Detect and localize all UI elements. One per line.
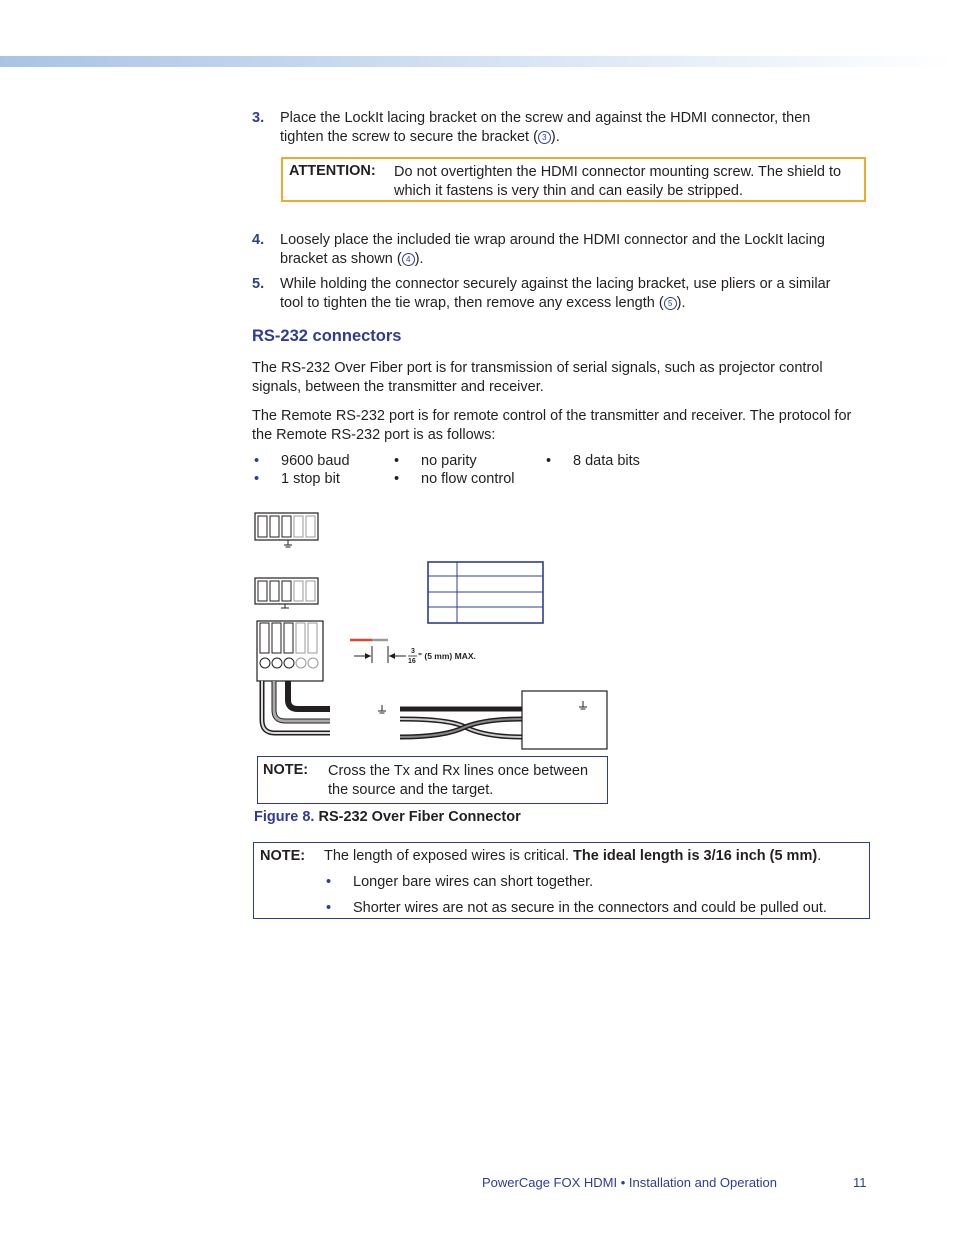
wire-length-note [253,842,870,919]
figure-note [257,756,608,804]
step-number: 4. [252,232,265,248]
header-gradient-bar [0,56,954,67]
dimension-fraction-num: 3 [411,648,415,655]
strip-length-dimension [350,640,476,665]
section-heading: RS-232 connectors [252,327,402,345]
captive-screw-plug-icon [257,621,323,681]
attention-text: Do not overtighten the HDMI connector mounting screw. The shield to which it fastens is very thin and can easily be stripped. [394,164,842,199]
note-text: Cross the Tx and Rx lines once between the source and the target. [328,763,589,798]
callout-circle-icon: 3 [538,131,551,144]
attention-box [281,157,866,202]
step-text: Place the LockIt lacing bracket on the screw and against the HDMI connector, then tighten the screw to secure the bracket ( 3 ). [280,110,811,145]
page-number: 11 [853,1175,867,1190]
callout-circle-icon: 5 [664,297,677,310]
dimension-text: " (5 mm) MAX. [418,651,476,661]
callout-circle-icon: 4 [402,253,415,266]
attention-label: ATTENTION: [289,163,376,179]
cable-to-target [378,705,522,737]
step-number: 3. [252,110,265,126]
step-number: 5. [252,276,265,292]
footer-title: PowerCage FOX HDMI • Installation and Operation [482,1175,778,1190]
target-device-box [522,691,607,749]
step-text: Loosely place the included tie wrap around the HDMI connector and the LockIt lacing bracket as shown ( 4 ). [280,232,825,267]
note-text: The length of exposed wires is critical. The ideal length is 3/16 inch (5 mm). [324,848,822,864]
paragraph: The Remote RS-232 port is for remote control of the transmitter and receiver. The protocol for the Remote RS-232 port is as follows: [252,408,852,443]
note-label: NOTE: [260,848,306,864]
connector-top-icon [255,513,318,547]
connector-remote-icon [255,578,318,608]
dimension-fraction-den: 16 [408,658,416,665]
pin-table [428,562,543,623]
note-bullet: • Shorter wires are not as secure in the connectors and could be pulled out. [326,900,827,916]
note-label: NOTE: [263,762,309,778]
note-bullet: • Longer bare wires can short together. [326,874,594,890]
figure-caption: Figure 8. RS-232 Over Fiber Connector [254,809,521,825]
paragraph: The RS-232 Over Fiber port is for transmission of serial signals, such as projector control signals, between the transmitter and receiver. [252,360,823,395]
step-text: While holding the connector securely against the lacing bracket, use pliers or a similar tool to tighten the tie wrap, then remove any excess length ( 5 ). [280,276,831,311]
rs232-connector-diagram [250,505,620,755]
